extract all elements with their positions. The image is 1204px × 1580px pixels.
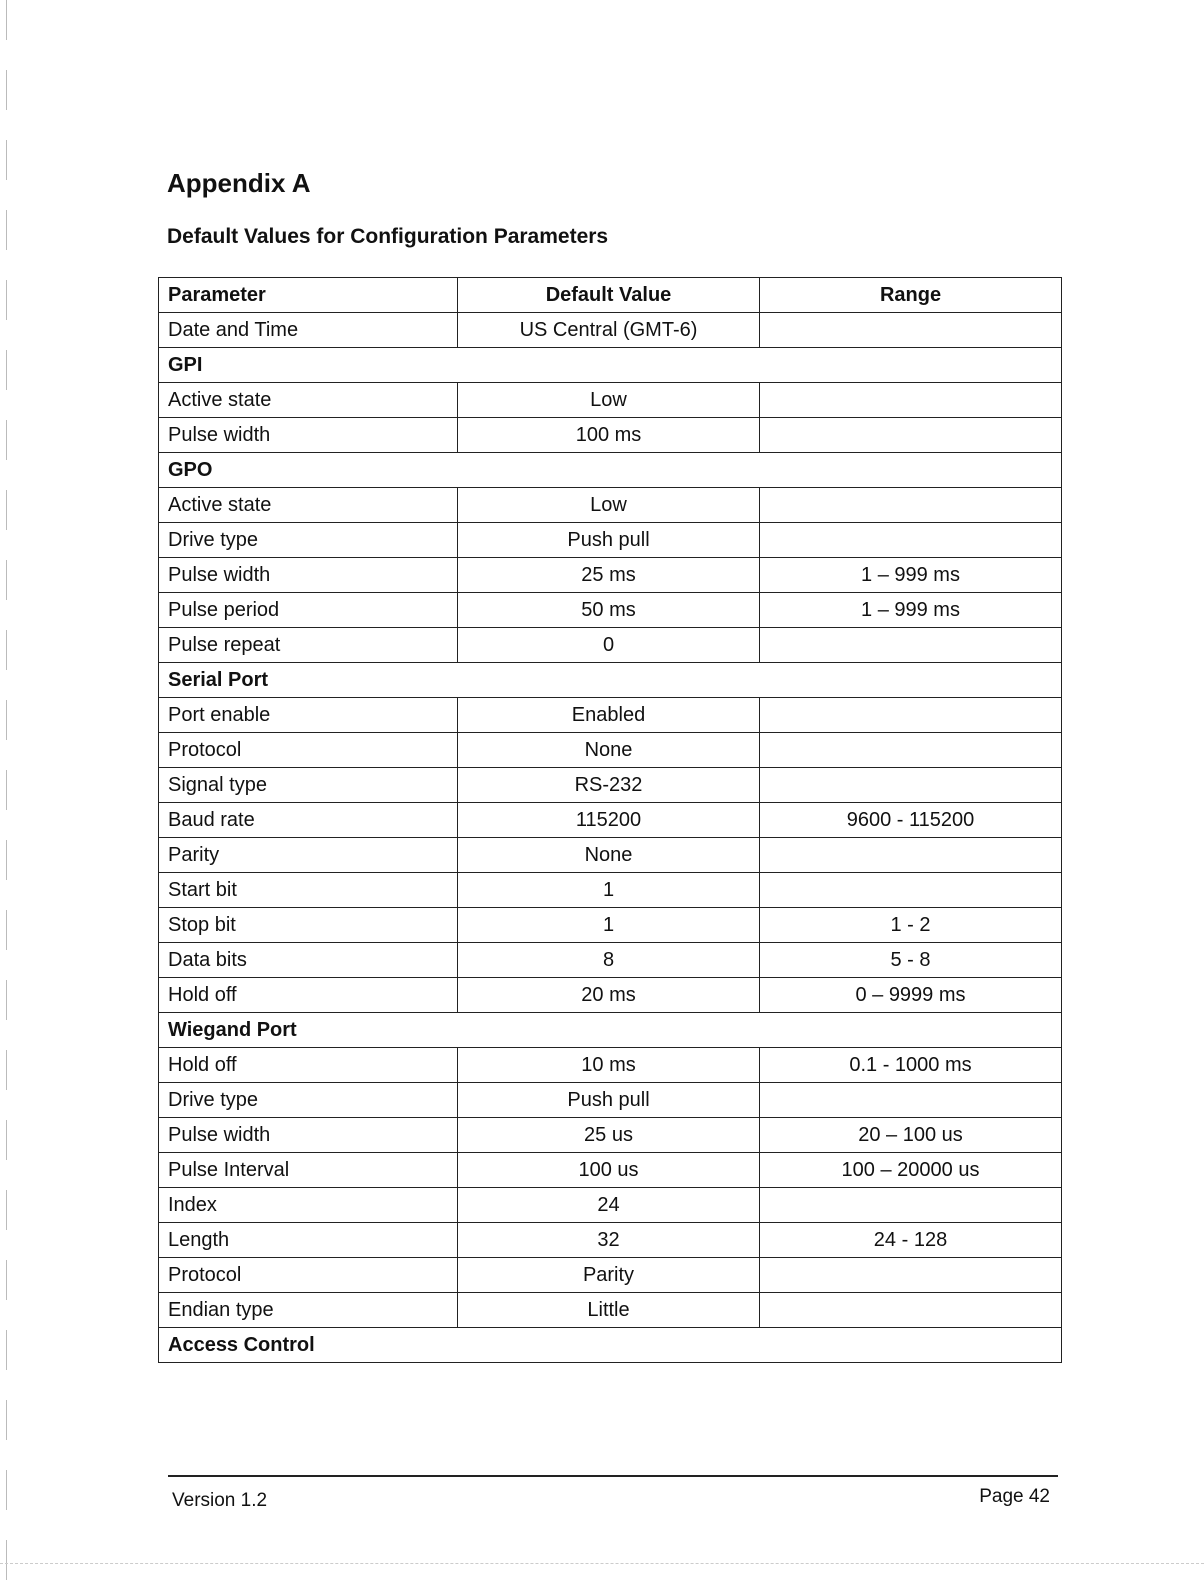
default-value-cell: 115200 (458, 803, 760, 838)
parameter-cell: Pulse width (159, 1118, 458, 1153)
default-value-cell: Parity (458, 1258, 760, 1293)
table-row (159, 383, 1062, 418)
table-row (159, 768, 1062, 803)
default-value-cell: None (458, 838, 760, 873)
parameter-cell: Pulse period (159, 593, 458, 628)
table-body (159, 313, 1062, 1363)
appendix-title: Appendix A (167, 168, 311, 198)
range-cell (760, 698, 1062, 733)
range-cell (760, 873, 1062, 908)
range-cell (760, 838, 1062, 873)
section-label: GPO (159, 453, 1062, 488)
table-row (159, 943, 1062, 978)
range-cell: 0.1 - 1000 ms (760, 1048, 1062, 1083)
table-section-row (159, 453, 1062, 488)
range-cell: 9600 - 115200 (760, 803, 1062, 838)
default-value-cell: Enabled (458, 698, 760, 733)
column-header-default-value: Default Value (458, 278, 760, 313)
parameter-cell: Baud rate (159, 803, 458, 838)
table-row (159, 803, 1062, 838)
section-label: Access Control (159, 1328, 1062, 1363)
default-value-cell: Little (458, 1293, 760, 1328)
table-row (159, 873, 1062, 908)
default-value-cell: 10 ms (458, 1048, 760, 1083)
table-row (159, 488, 1062, 523)
table-header-row (159, 278, 1062, 313)
default-value-cell: Low (458, 488, 760, 523)
table-row (159, 523, 1062, 558)
footer-divider (168, 1475, 1058, 1477)
parameter-cell: Index (159, 1188, 458, 1223)
column-header-range: Range (760, 278, 1062, 313)
default-value-cell: 50 ms (458, 593, 760, 628)
table-row (159, 1083, 1062, 1118)
parameter-cell: Signal type (159, 768, 458, 803)
range-cell (760, 488, 1062, 523)
table-row (159, 313, 1062, 348)
default-value-cell: US Central (GMT-6) (458, 313, 760, 348)
default-value-cell: None (458, 733, 760, 768)
default-value-cell: Low (458, 383, 760, 418)
parameter-cell: Drive type (159, 1083, 458, 1118)
table-row (159, 1258, 1062, 1293)
section-label: Serial Port (159, 663, 1062, 698)
table-row (159, 838, 1062, 873)
parameter-cell: Pulse width (159, 558, 458, 593)
range-cell: 0 – 9999 ms (760, 978, 1062, 1013)
table-row (159, 628, 1062, 663)
range-cell (760, 1293, 1062, 1328)
table-section-row (159, 348, 1062, 383)
table-row (159, 733, 1062, 768)
footer-version: Version 1.2 (172, 1490, 268, 1511)
section-title: Default Values for Configuration Parameters (167, 225, 609, 248)
parameter-cell: Start bit (159, 873, 458, 908)
footer-page-number: Page 42 (979, 1486, 1050, 1507)
table-row (159, 1293, 1062, 1328)
range-cell (760, 733, 1062, 768)
parameter-cell: Pulse width (159, 418, 458, 453)
table-row (159, 558, 1062, 593)
parameter-cell: Pulse repeat (159, 628, 458, 663)
parameter-cell: Length (159, 1223, 458, 1258)
range-cell (760, 768, 1062, 803)
table-row (159, 1188, 1062, 1223)
range-cell: 1 – 999 ms (760, 558, 1062, 593)
range-cell (760, 628, 1062, 663)
parameter-cell: Active state (159, 383, 458, 418)
range-cell: 1 – 999 ms (760, 593, 1062, 628)
range-cell (760, 1188, 1062, 1223)
column-header-parameter: Parameter (159, 278, 458, 313)
parameter-cell: Active state (159, 488, 458, 523)
table-row (159, 698, 1062, 733)
range-cell: 1 - 2 (760, 908, 1062, 943)
parameter-cell: Endian type (159, 1293, 458, 1328)
default-value-cell: Push pull (458, 523, 760, 558)
default-value-cell: Push pull (458, 1083, 760, 1118)
parameter-cell: Date and Time (159, 313, 458, 348)
parameter-cell: Drive type (159, 523, 458, 558)
default-value-cell: 24 (458, 1188, 760, 1223)
default-value-cell: 100 us (458, 1153, 760, 1188)
default-value-cell: 25 ms (458, 558, 760, 593)
table-row (159, 418, 1062, 453)
default-value-cell: 25 us (458, 1118, 760, 1153)
table-row (159, 1048, 1062, 1083)
range-cell (760, 313, 1062, 348)
section-label: GPI (159, 348, 1062, 383)
table-row (159, 1118, 1062, 1153)
default-value-cell: 100 ms (458, 418, 760, 453)
parameters-table (158, 277, 1062, 1363)
table-row (159, 978, 1062, 1013)
table-row (159, 1153, 1062, 1188)
parameter-cell: Data bits (159, 943, 458, 978)
table-row (159, 593, 1062, 628)
range-cell (760, 418, 1062, 453)
section-label: Wiegand Port (159, 1013, 1062, 1048)
parameter-cell: Protocol (159, 1258, 458, 1293)
default-value-cell: 8 (458, 943, 760, 978)
table-section-row (159, 1013, 1062, 1048)
scan-edge-mark (6, 0, 7, 1580)
default-value-cell: 32 (458, 1223, 760, 1258)
default-value-cell: 1 (458, 873, 760, 908)
default-value-cell: 1 (458, 908, 760, 943)
parameter-cell: Hold off (159, 978, 458, 1013)
range-cell (760, 383, 1062, 418)
parameter-cell: Port enable (159, 698, 458, 733)
table-section-row (159, 1328, 1062, 1363)
parameter-cell: Pulse Interval (159, 1153, 458, 1188)
default-value-cell: 20 ms (458, 978, 760, 1013)
parameter-cell: Stop bit (159, 908, 458, 943)
parameter-cell: Hold off (159, 1048, 458, 1083)
range-cell (760, 1083, 1062, 1118)
scan-bottom-edge (0, 1563, 1204, 1564)
range-cell: 5 - 8 (760, 943, 1062, 978)
parameter-cell: Parity (159, 838, 458, 873)
range-cell (760, 1258, 1062, 1293)
range-cell (760, 523, 1062, 558)
table-row (159, 908, 1062, 943)
table-row (159, 1223, 1062, 1258)
default-value-cell: 0 (458, 628, 760, 663)
range-cell: 20 – 100 us (760, 1118, 1062, 1153)
range-cell: 24 - 128 (760, 1223, 1062, 1258)
table-section-row (159, 663, 1062, 698)
parameter-cell: Protocol (159, 733, 458, 768)
range-cell: 100 – 20000 us (760, 1153, 1062, 1188)
default-value-cell: RS-232 (458, 768, 760, 803)
